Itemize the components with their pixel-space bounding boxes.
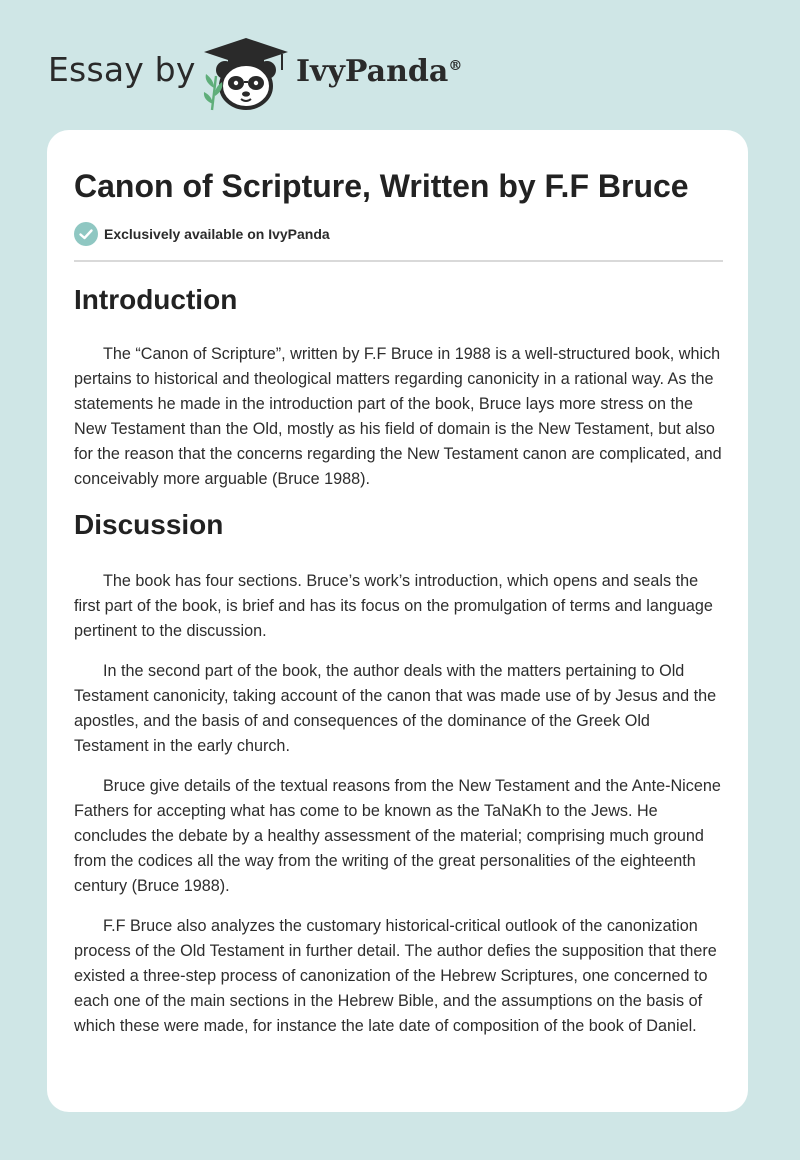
paragraph: In the second part of the book, the author deals with the matters pertaining to Old Testament canonicity, taking account of the canon that was made use of by Jesus and the apostles, and the basis of and consequences of the dominance of the Greek Old Testament in the early church. <box>74 662 717 755</box>
site-header <box>0 0 800 130</box>
badge-label: Exclusively available on IvyPanda <box>104 226 330 242</box>
paragraph: F.F Bruce also analyzes the customary historical-critical outlook of the canonization process of the Old Testament in further detail. The author defies the supposition that there existed a three-step process of canonization of the Hebrew Scriptures, one concerned to each one of the main sections in the Hebrew Bible, and the assumptions on the basis of which these were made, for instance the late date of composition of the book of Daniel. <box>74 917 717 1035</box>
panda-graduate-icon <box>198 36 294 112</box>
essay-card <box>47 130 748 1112</box>
exclusive-badge <box>74 222 330 246</box>
page-title: Canon of Scripture, Written by F.F Bruce <box>74 168 689 204</box>
brand-name: IvyPanda® <box>296 54 463 89</box>
check-circle-icon <box>74 222 98 246</box>
divider <box>74 260 723 262</box>
section-heading-discussion: Discussion <box>74 509 224 540</box>
paragraph: The book has four sections. Bruce’s work’s introduction, which opens and seals the first part of the book, is brief and has its focus on the promulgation of terms and language pertinent to the discussion. <box>74 572 713 640</box>
paragraph: Bruce give details of the textual reasons from the New Testament and the Ante-Nicene Fathers for accepting what has come to be known as the TaNaKh to the Jews. He concludes the debate by a healthy assessment of the material; comprising much ground from the codices all the way from the writing of the great personalities of the eighteenth century (Bruce 1988). <box>74 777 721 895</box>
section-heading-introduction: Introduction <box>74 284 238 315</box>
paragraph: The “Canon of Scripture”, written by F.F Bruce in 1988 is a well-structured book, which pertains to historical and theological matters regarding canonicity in a rational way. As the statements he made in the introduction part of the book, Bruce lays more stress on the New Testament than the Old, mostly as his field of domain is the New Testament, but also for the reason that the concerns regarding the New Testament canon are complicated, and conceivably more arguable (Bruce 1988). <box>74 345 722 488</box>
essay-by-label: Essay by <box>48 50 196 89</box>
article-body <box>74 282 726 1054</box>
